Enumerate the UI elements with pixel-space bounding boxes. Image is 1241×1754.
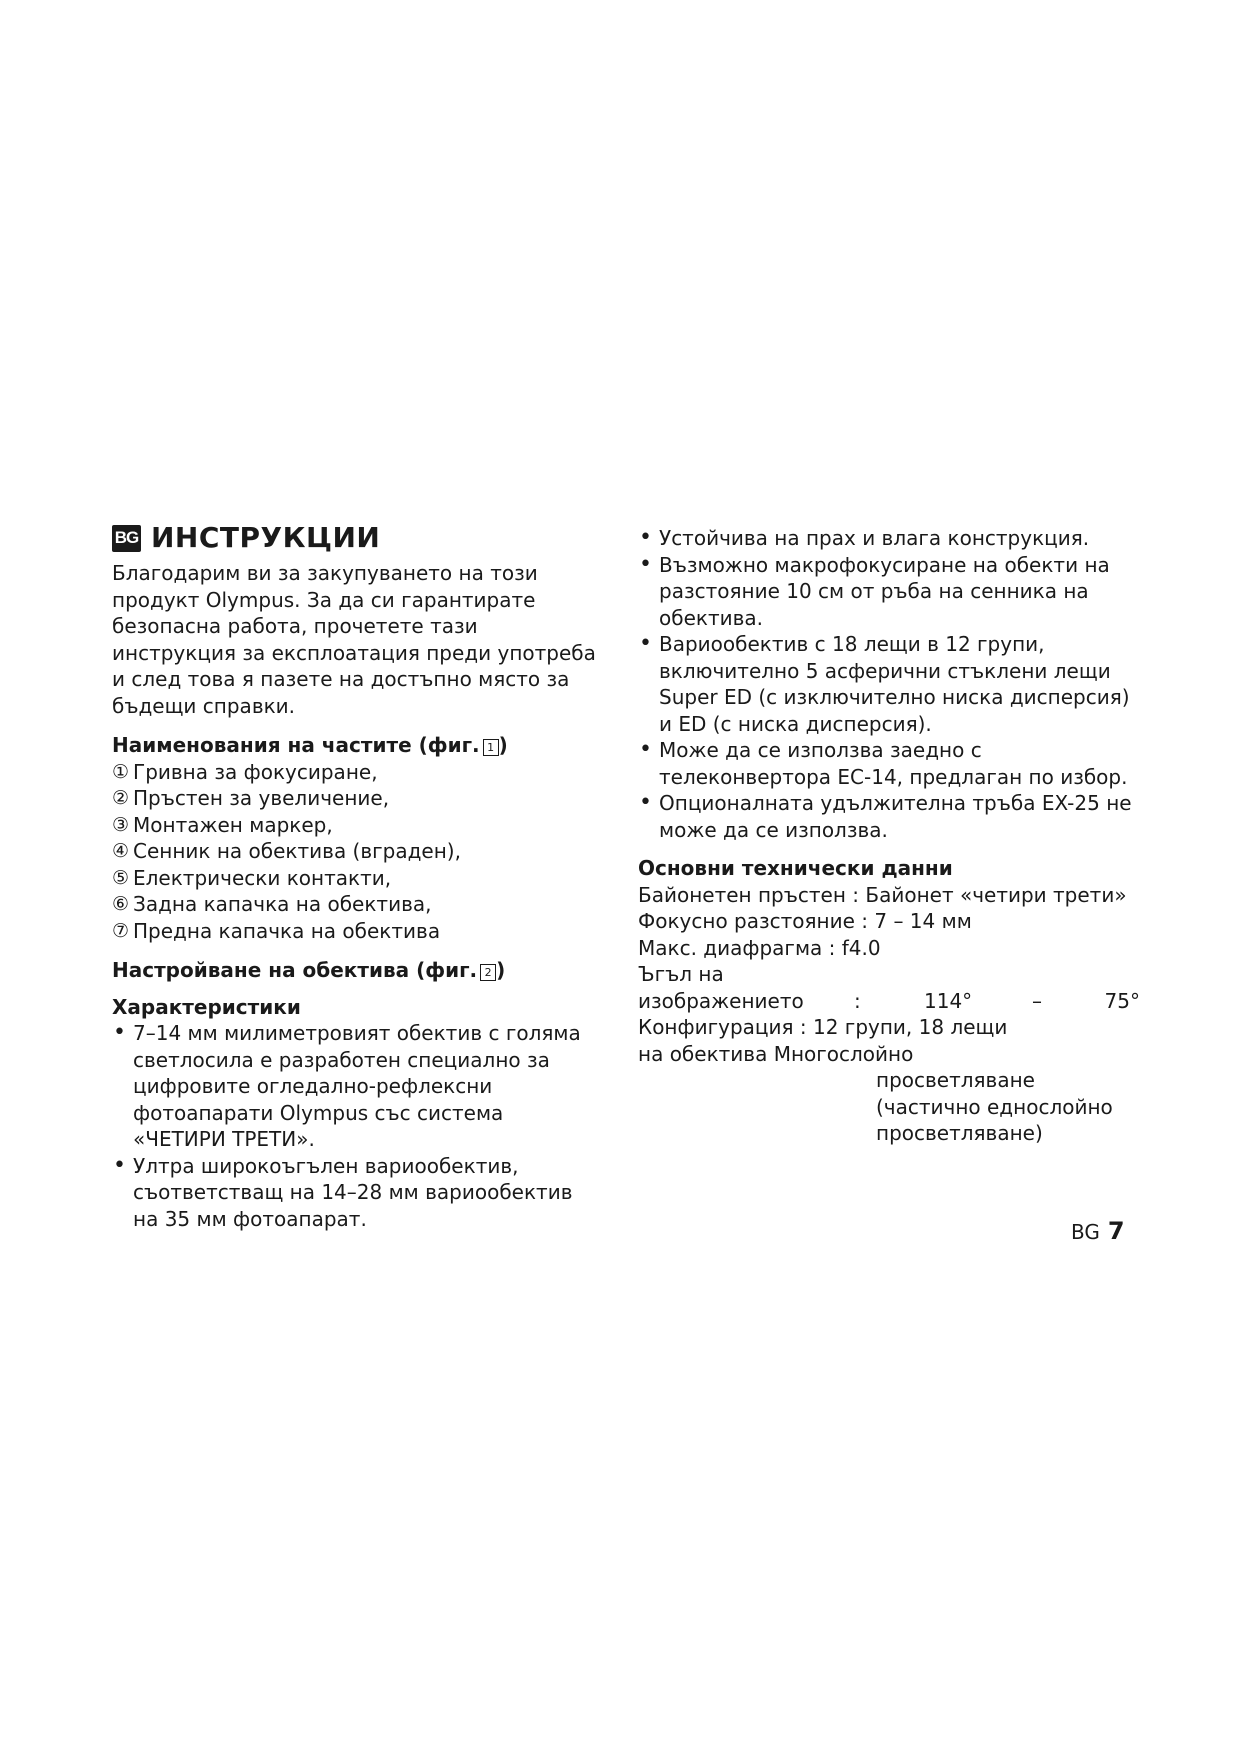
specs-heading: Основни технически данни [638,856,953,880]
list-item: • Възможно макрофокусиране на обекти на разстояние 10 см от ръба на сенника на обектива. [638,552,1138,632]
list-item: • Опционалната удължителна тръба EX-25 не може да се използва. [638,790,1138,843]
spec-aperture: Макс. диафрагма : f4.0 [638,935,881,960]
list-item: • Може да се използва заедно с телеконвертора EC-14, предлаган по избор. [638,737,1138,790]
spec-focal-length: Фокусно разстояние : 7 – 14 мм [638,909,972,933]
page-title: ИНСТРУКЦИИ [151,521,381,555]
figure-ref-2: 2 [480,964,496,981]
section-header [112,521,602,555]
spec-angle: изображението : 114° – 75° [638,988,1140,1013]
spec-mount: Байонетен пръстен : Байонет «четири трети» [638,882,1127,907]
spec-coating-line: просветляване [876,1068,1035,1092]
right-column [638,525,1138,1147]
footer-language: BG [1071,1220,1100,1244]
spec-angle-label: Ъгъл на [638,962,724,986]
features-heading: Характеристики [112,994,301,1019]
intro-paragraph: Благодарим ви за закупуването на този продукт Olympus. За да си гарантирате безопасна работа, прочетете тази инструкция за експлоатация преди употреба и след това я пазете на достъпно място за бъдещи справки. [112,561,596,718]
figure-ref-1: 1 [483,739,499,756]
language-badge: BG [112,525,141,552]
page-footer [1071,1217,1125,1245]
features-list-left [112,1020,602,1232]
list-item: ③ Монтажен маркер, [112,812,333,837]
parts-heading: Наименования на частите (фиг. 1 ) [112,733,508,757]
list-item: • 7–14 мм милиметровият обектив с голяма светлосила е разработен специално за цифровите огледално-рефлексни фотоапарати Olympus със система «ЧЕТИРИ ТРЕТИ». [112,1020,602,1153]
page-number: 7 [1107,1217,1125,1245]
list-item: ① Гривна за фокусиране, [112,759,378,784]
list-item: • Ултра широкоъгълен вариообектив, съответстващ на 14–28 мм вариообектив на 35 мм фотоапарат. [112,1153,602,1233]
list-item: ⑦ Предна капачка на обектива [112,918,441,943]
parts-list [112,759,602,945]
list-item: ④ Сенник на обектива (вграден), [112,839,461,863]
features-list-right [638,525,1138,843]
setup-heading: Настройване на обектива (фиг. 2 ) [112,958,506,982]
left-column [112,521,602,1232]
list-item: ⑥ Задна капачка на обектива, [112,892,432,916]
list-item: ② Пръстен за увеличение, [112,786,390,810]
list-item: • Устойчива на прах и влага конструкция. [638,525,1138,552]
spec-coating-label: на обектива Многослойно [638,1041,914,1066]
spec-coating-line: просветляване) [876,1121,1043,1145]
spec-configuration: Конфигурация : 12 групи, 18 лещи [638,1015,1008,1039]
list-item: ⑤ Електрически контакти, [112,865,392,890]
list-item: • Вариообектив с 18 лещи в 12 групи, включително 5 асферични стъклени лещи Super ED (с изключително ниска дисперсия) и ED (с ниска дисперсия). [638,631,1138,737]
spec-coating-line: (частично еднослойно [876,1094,1113,1119]
